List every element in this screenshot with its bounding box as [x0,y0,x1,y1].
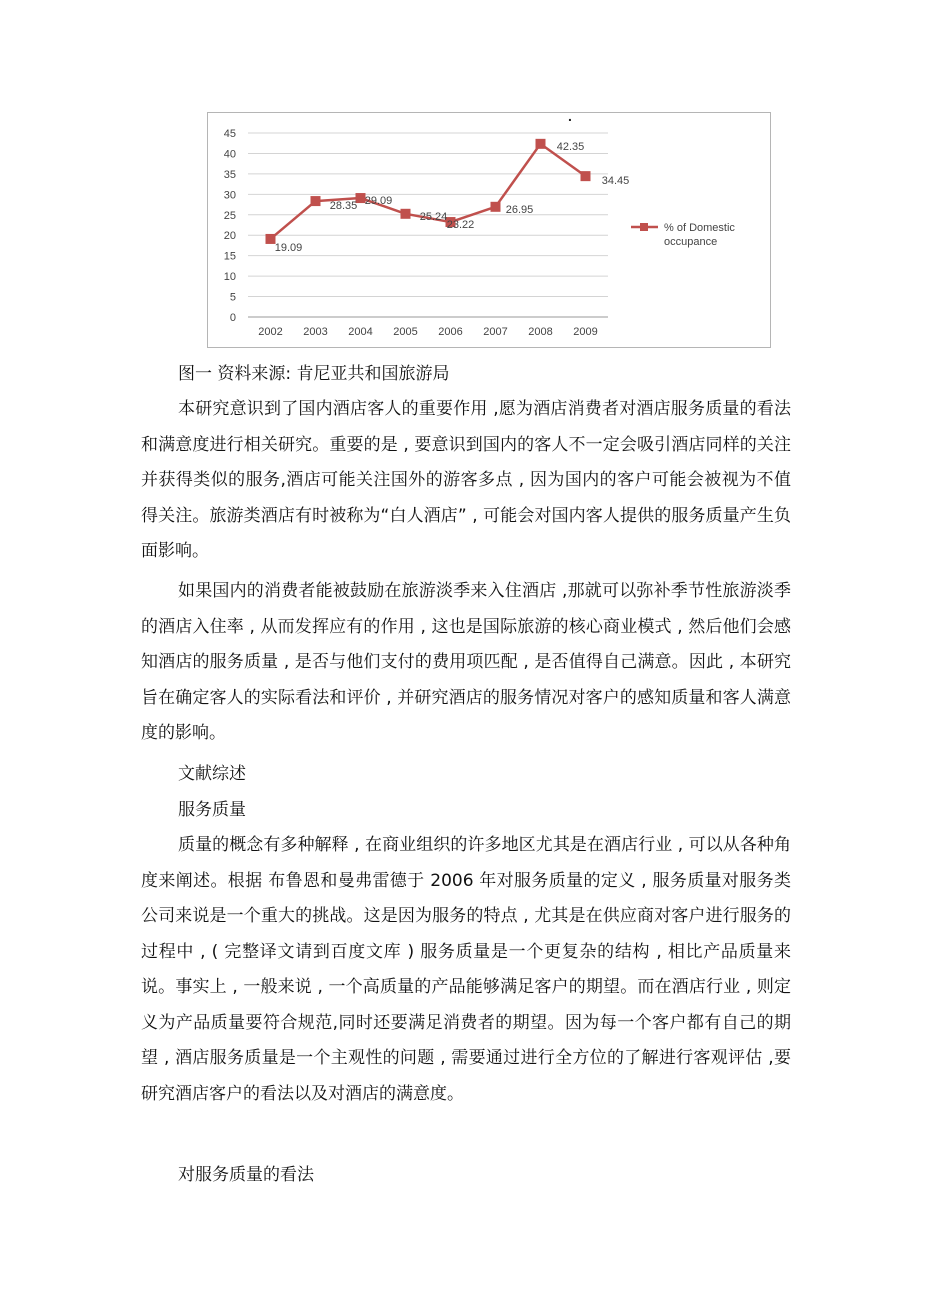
paragraph-1: 本研究意识到了国内酒店客人的重要作用 ,愿为酒店消费者对酒店服务质量的看法和满意度进行相关研究。重要的是 , 要意识到国内的客人不一定会吸引酒店同样的关注并获得类似的服务,酒店可能关注国外的游客多点 , 因为国内的客户可能会被视为不值得关注。旅游类酒店有时被称为“白人酒店” , 可能会对国内客人提供的服务质量产生负面影响。 [141,399,791,561]
data-label: 26.95 [505,203,534,216]
y-tick-label: 25 [223,209,236,222]
heading-literature-review: 文献综述 [178,764,246,784]
data-label: 34.45 [601,175,630,188]
occupancy-line-chart [207,112,771,348]
data-point-2003 [311,196,321,206]
chart-legend [631,222,735,248]
data-label: 19.09 [274,241,303,254]
y-tick-label: 5 [229,291,236,304]
x-tick-label: 2002 [258,326,283,338]
y-tick-label: 0 [229,312,236,324]
x-tick-label: 2007 [483,326,508,338]
y-tick-label: 40 [223,148,236,161]
paragraph-3: 质量的概念有多种解释 , 在商业组织的许多地区尤其是在酒店行业 , 可以从各种角度来阐述。根据 布鲁恩和曼弗雷德于 2006 年对服务质量的定义 , 服务质量对服务类公司来说是一个重大的挑战。这是因为服务的特点 , 尤其是在供应商对客户进行服务的过程中 , ( 完整译文请到百度文库 ) 服务质量是一个更复杂的结构 , 相比产品质量来说。事实上 , 一般来说 , 一个高质量的产品能够满足客户的期望。而在酒店行业 , 则定义为产品质量要符合规范,同时还要满足消费者的期望。因为每一个客户都有自己的期望 , 酒店服务质量是一个主观性的问题 , 需要通过进行全方位的了解进行客观评估 ,要研究酒店客户的看法以及对酒店的满意度。 [141,835,791,1104]
chart-title-mark: . [568,113,572,124]
x-tick-label: 2008 [528,326,553,338]
y-tick-label: 15 [223,250,236,263]
y-tick-label: 10 [223,271,236,284]
legend-marker [640,223,648,231]
legend-label: occupance [664,236,718,248]
data-label: 42.35 [556,140,585,153]
x-tick-label: 2009 [573,326,598,338]
chart-series [266,139,591,244]
data-point-2008 [536,139,546,149]
data-label: 23.22 [446,219,475,232]
heading-service-quality: 服务质量 [178,800,246,820]
x-tick-label: 2004 [348,326,373,338]
legend-label: % of Domestic [664,222,735,234]
chart-data-labels [275,141,630,254]
y-tick-label: 45 [223,128,236,140]
y-tick-label: 35 [223,168,236,181]
data-label: 25.24 [419,210,448,223]
x-tick-label: 2006 [438,326,463,338]
y-tick-label: 30 [223,189,236,202]
data-label: 29.09 [364,195,393,208]
series-line [271,144,586,239]
paragraph-2: 如果国内的消费者能被鼓励在旅游淡季来入住酒店 ,那就可以弥补季节性旅游淡季的酒店入住率 , 从而发挥应有的作用 , 这也是国际旅游的核心商业模式 , 然后他们会感知酒店的服务质量 , 是否与他们支付的费用项匹配 , 是否值得自己满意。因此 , 本研究旨在确定客人的实际看法和评价 , 并研究酒店的服务情况对客户的感知质量和客人满意度的影响。 [141,581,791,743]
chart-gridlines [248,133,608,317]
heading-service-quality-perception: 对服务质量的看法 [178,1165,314,1185]
data-point-2005 [401,209,411,219]
data-label: 28.35 [329,200,358,213]
chart-canvas [208,113,772,349]
figure-caption: 图一 资料来源: 肯尼亚共和国旅游局 [178,364,450,384]
y-tick-label: 20 [223,230,236,243]
data-point-2009 [581,171,591,181]
data-point-2007 [491,202,501,212]
x-tick-label: 2003 [303,326,328,338]
x-tick-label: 2005 [393,326,418,338]
